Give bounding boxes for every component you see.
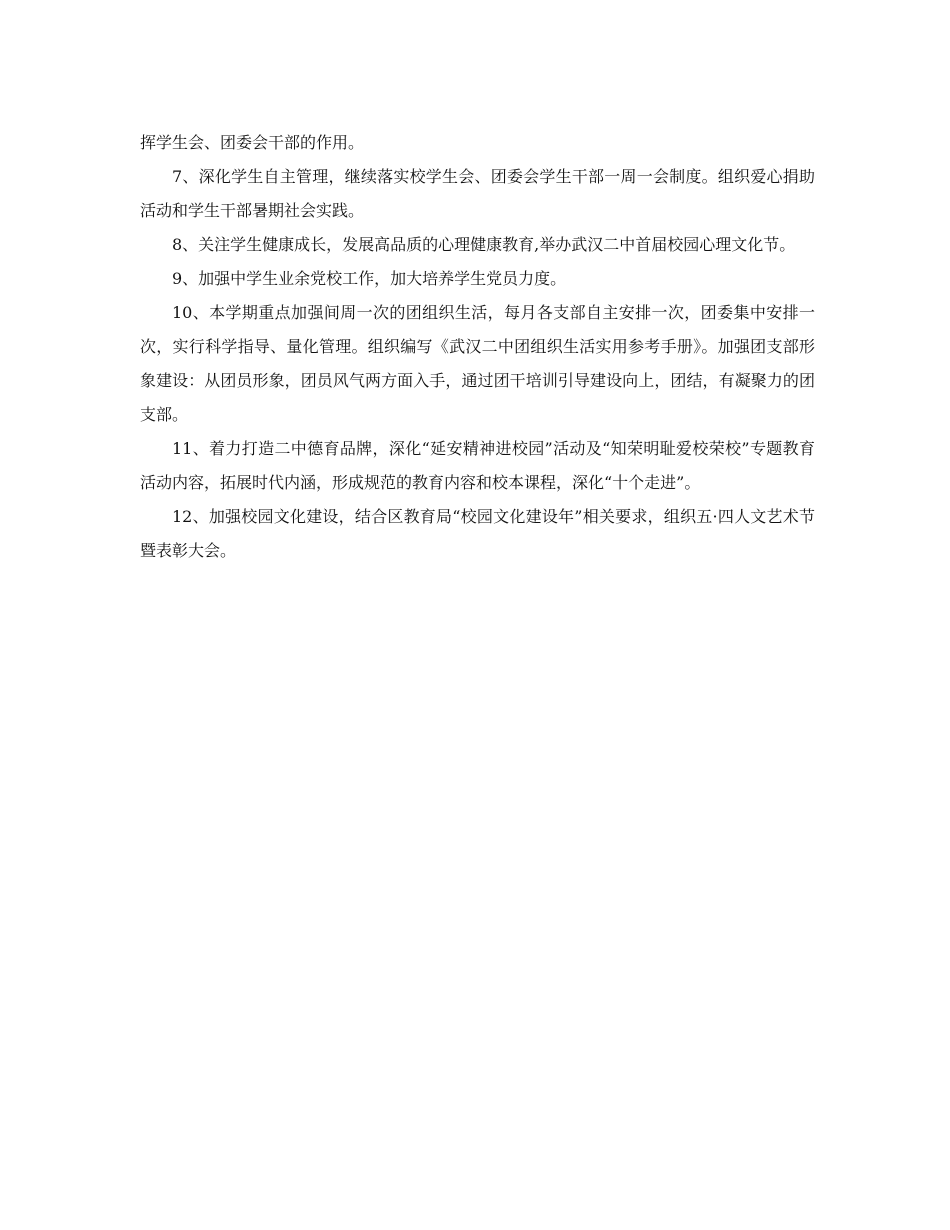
paragraph-continuation: 挥学生会、团委会干部的作用。 bbox=[140, 133, 365, 152]
paragraph-item-7: 7、深化学生自主管理，继续落实校学生会、团委会学生干部一周一会制度。组织爱心捐助活动和学生干部暑期社会实践。 bbox=[140, 167, 815, 220]
paragraph-item-9: 9、加强中学生业余党校工作，加大培养学生党员力度。 bbox=[172, 269, 567, 288]
paragraph-item-12: 12、加强校园文化建设，结合区教育局“校园文化建设年”相关要求，组织五·四人文艺术节暨表彰大会。 bbox=[140, 507, 815, 560]
document-body bbox=[140, 126, 815, 568]
paragraph-item-8: 8、关注学生健康成长，发展高品质的心理健康教育,举办武汉二中首届校园心理文化节。 bbox=[172, 235, 796, 254]
paragraph-item-11: 11、着力打造二中德育品牌，深化“延安精神进校园”活动及“知荣明耻爱校荣校”专题教育活动内容，拓展时代内涵，形成规范的教育内容和校本课程，深化“十个走进”。 bbox=[140, 439, 815, 492]
paragraph-item-10: 10、本学期重点加强间周一次的团组织生活，每月各支部自主安排一次，团委集中安排一次，实行科学指导、量化管理。组织编写《武汉二中团组织生活实用参考手册》。加强团支部形象建设：从团员形象，团员风气两方面入手，通过团干培训引导建设向上，团结，有凝聚力的团支部。 bbox=[140, 303, 815, 424]
